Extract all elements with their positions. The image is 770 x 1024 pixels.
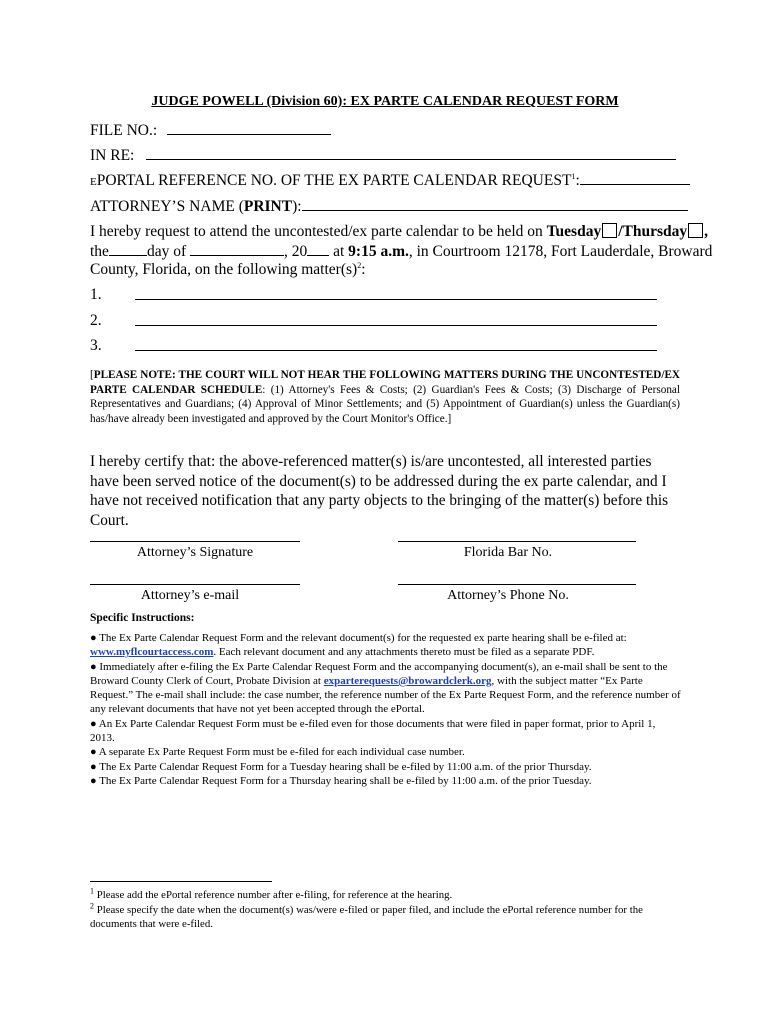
court-note [90, 368, 680, 426]
note-bracket: [ [90, 369, 94, 381]
instruction-item: ● An Ex Parte Calendar Request Form must be e-filed even for those documents that were filed in paper format, prior to April 1, 2013. [90, 717, 656, 745]
footnote-text: Please specify the date when the document(s) was/were e-filed or paper filed, and include the ePortal reference number for the documents that were e-filed. [90, 904, 643, 930]
request-line-3 [90, 261, 366, 279]
request-line-1 [90, 223, 708, 241]
footnote-1 [90, 888, 685, 902]
year-label: , 20 [283, 243, 308, 260]
exparte-email-link[interactable]: exparterequests@browardclerk.org [323, 674, 492, 687]
florida-bar-field[interactable] [398, 541, 636, 542]
attorney-phone-field[interactable] [398, 584, 636, 585]
eportal-footnote-ref: 1 [571, 171, 576, 181]
instruction-text: . Each relevant document and any attachments thereto must be filed as a separate PDF. [213, 646, 595, 659]
instruction-item: ● A separate Ex Parte Request Form must be e-filed for each individual case number. [90, 746, 465, 759]
county-text: County, Florida, on the following matter(s) [90, 261, 358, 278]
eportal-row [90, 171, 690, 190]
in-re-label: IN RE: [90, 147, 135, 164]
file-no-row [90, 121, 331, 140]
attorney-name-print: PRINT [243, 198, 293, 215]
attorney-name-colon: ): [292, 198, 302, 215]
matter-field-2[interactable] [135, 325, 657, 326]
eportal-colon: : [575, 172, 580, 189]
attorney-name-field[interactable] [302, 197, 688, 211]
day-field[interactable] [109, 242, 147, 256]
instruction-item: ● The Ex Parte Calendar Request Form for a Thursday hearing shall be e-filed by 11:00 a.m. of the prior Tuesday. [90, 774, 592, 787]
matter-number: 2. [90, 312, 102, 329]
courtroom-text: , in Courtroom 12178, Fort Lauderdale, Broward [408, 243, 713, 260]
instruction-text: ● Immediately after e-filing the Ex Parte Calendar Request Form and the accompanying document(s), an e-mail shall be sent to the Broward County Clerk of Court, Probate Division at [90, 660, 668, 687]
footnote-number: 2 [90, 901, 94, 911]
florida-bar-label: Florida Bar No. [463, 545, 553, 560]
tuesday-checkbox[interactable] [602, 223, 617, 238]
matter-field-3[interactable] [135, 350, 657, 351]
instruction-item [90, 660, 682, 717]
thursday-label: /Thursday [618, 223, 688, 240]
matter-number: 1. [90, 286, 102, 303]
matter-row-1 [90, 286, 102, 304]
attorney-signature-label: Attorney’s Signature [136, 545, 254, 560]
request-text: I hereby request to attend the uncontested/ex parte calendar to be held on [90, 223, 547, 240]
footnote-divider [90, 881, 272, 882]
day-of-label: day of [146, 243, 187, 260]
instructions-heading: Specific Instructions: [90, 612, 195, 624]
county-colon: : [361, 261, 366, 278]
matter-number: 3. [90, 337, 102, 354]
attorney-name-label: ATTORNEY’S NAME ( [90, 198, 244, 215]
attorney-email-label: Attorney’s e-mail [140, 588, 240, 603]
matter-row-2 [90, 312, 102, 330]
form-title: JUDGE POWELL (Division 60): EX PARTE CALENDAR REQUEST FORM [151, 94, 619, 109]
file-no-field[interactable] [167, 121, 331, 135]
instruction-item: ● The Ex Parte Calendar Request Form for a Tuesday hearing shall be e-filed by 11:00 a.m. of the prior Thursday. [90, 760, 592, 773]
the-label: the [90, 243, 109, 260]
in-re-row [90, 146, 676, 165]
tuesday-label: Tuesday [546, 223, 602, 240]
instruction-item [90, 631, 682, 660]
note-rest-text: : (1) Attorney's Fees & Costs; (2) Guardian's Fees & Costs; (3) Discharge of Personal Representatives and Guardians; (4) Approval of Minor Settlements; and (5) Appointment of Guardian(s) unless the Guardian(s) has/have already been investigated and approved by the Court Monitor's Office.] [90, 383, 680, 425]
attorney-name-row [90, 197, 688, 216]
month-field[interactable] [190, 242, 284, 256]
eportal-label: PORTAL REFERENCE NO. OF THE EX PARTE CALENDAR REQUEST [96, 172, 572, 189]
in-re-field[interactable] [146, 146, 676, 160]
footnote-text: Please add the ePortal reference number after e-filing, for reference at the hearing. [94, 889, 453, 901]
certification-text: I hereby certify that: the above-referenced matter(s) is/are uncontested, all interested parties have been served notice of the document(s) to be addressed during the ex parte calendar, and I have not received notification that any party objects to the bringing of the matter(s) before this Court. [90, 453, 669, 529]
attorney-email-field[interactable] [90, 584, 300, 585]
matter-field-1[interactable] [135, 299, 657, 300]
instructions-list [90, 631, 682, 788]
eportal-prefix: E [90, 176, 97, 188]
attorney-signature-field[interactable] [90, 541, 300, 542]
file-no-label: FILE NO.: [90, 122, 158, 139]
instruction-text: ● The Ex Parte Calendar Request Form and the relevant document(s) for the requested ex parte hearing shall be e-filed at: [90, 632, 627, 644]
eportal-field[interactable] [580, 171, 690, 185]
request-line-2 [90, 242, 712, 261]
note-bold-text: PLEASE NOTE: THE COURT WILL NOT HEAR THE FOLLOWING MATTERS DURING THE UNCONTESTED/EX PARTE CALENDAR SCHEDULE [90, 369, 680, 396]
at-label: at [329, 243, 349, 260]
attorney-phone-label: Attorney’s Phone No. [447, 588, 569, 603]
footnote-number: 1 [90, 886, 94, 896]
instruction-text: , with the subject matter “Ex Parte Request.” The e-mail shall include: the case number, the reference number of the Ex Parte Request Form, and the reference number of any relevant documents that have not yet been accepted through the ePortal. [90, 674, 681, 716]
footnote-2 [90, 903, 685, 931]
county-footnote-ref: 2 [357, 260, 362, 270]
hearing-time: 9:15 a.m. [348, 243, 409, 260]
year-field[interactable] [307, 242, 329, 256]
request-comma: , [704, 223, 709, 240]
thursday-checkbox[interactable] [688, 223, 703, 238]
matter-row-3 [90, 337, 102, 355]
myflcourtaccess-link[interactable]: www.myflcourtaccess.com [90, 646, 214, 659]
